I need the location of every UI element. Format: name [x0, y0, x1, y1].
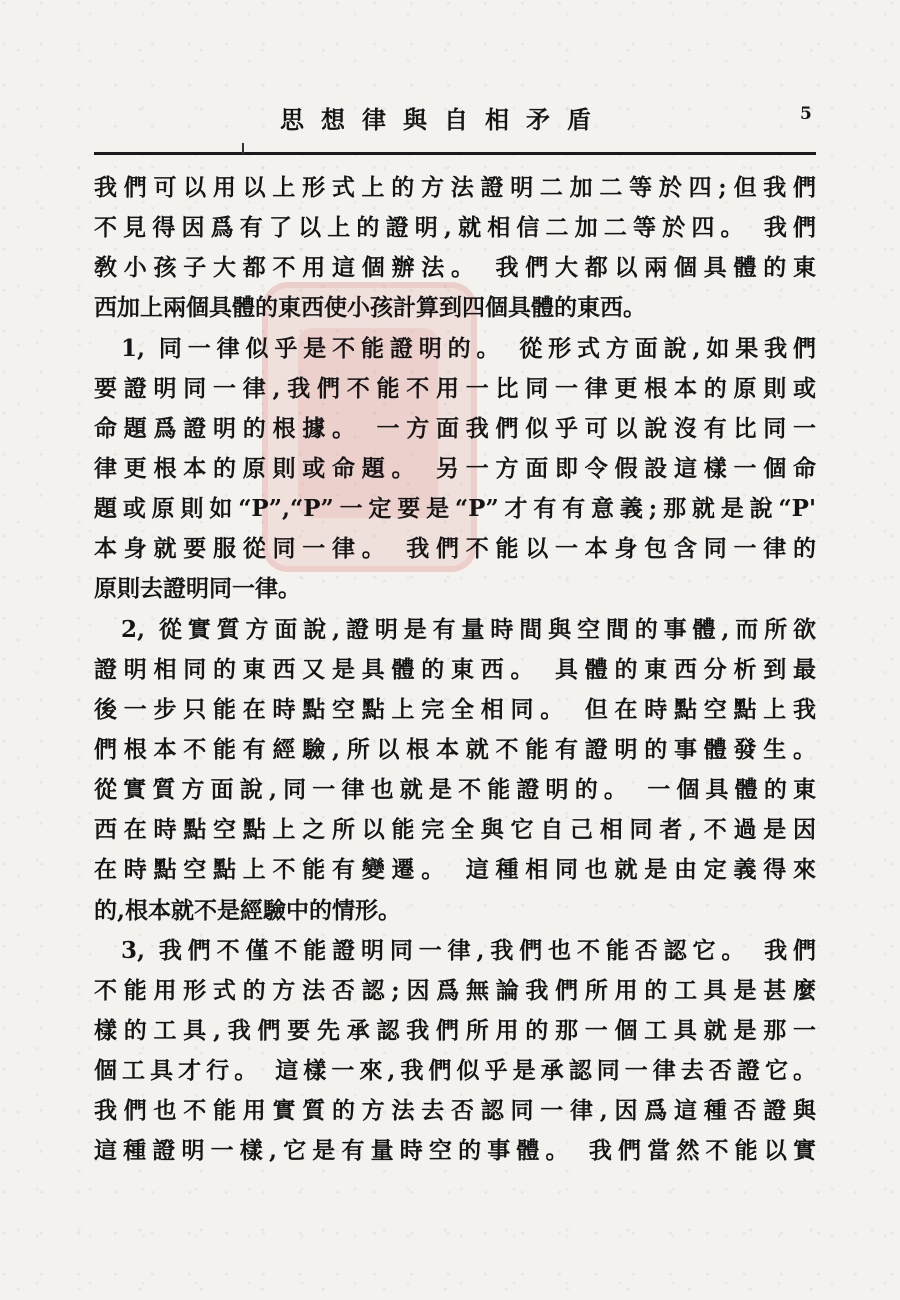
header-rule	[94, 152, 816, 155]
text-line: 2, 從實質方面說,證明是有量時間與空間的事體,而所欲	[121, 615, 816, 643]
text-line: 敎小孩子大都不用這個辦法。 我們大都以兩個具體的東	[94, 254, 816, 282]
text-line: 原則去證明同一律。	[94, 575, 301, 603]
text-line: 我們可以用以上形式上的方法證明二加二等於四;但我們	[94, 174, 816, 201]
text-line: 不能用形式的方法否認;因爲無論我們所用的工具是甚麼	[94, 976, 816, 1004]
text-line: 這種證明一樣,它是有量時空的事體。 我們當然不能以實	[94, 1137, 816, 1165]
text-line: 1, 同一律似乎是不能證明的。 從形式方面說,如果我們	[121, 334, 816, 362]
text-line: 題或原則如“P”,“P”一定要是“P”才有有意義;那就是說“P'	[94, 495, 816, 523]
text-line: 命題爲證明的根據。 一方面我們似乎可以說沒有比同一	[94, 414, 816, 442]
text-line: 本身就要服從同一律。 我們不能以一本身包含同一律的	[94, 535, 816, 563]
text-line: 證明相同的東西又是具體的東西。 具體的東西分析到最	[94, 655, 816, 683]
text-line: 們根本不能有經驗,所以根本就不能有證明的事體發生。	[94, 735, 816, 763]
text-line: 律更根本的原則或命題。 另一方面即令假設這樣一個命	[94, 454, 816, 482]
text-line: 我們也不能用實質的方法去否認同一律,因爲這種否證與	[94, 1097, 816, 1125]
text-line: 不見得因爲有了以上的證明,就相信二加二等於四。 我們	[94, 214, 816, 242]
text-line: 樣的工具,我們要先承認我們所用的那一個工具就是那一	[94, 1016, 816, 1044]
text-line: 的,根本就不是經驗中的情形。	[94, 896, 402, 924]
body-text	[94, 168, 816, 1172]
text-line: 後一步只能在時點空點上完全相同。 但在時點空點上我	[94, 695, 816, 723]
page-number: 5	[800, 104, 812, 124]
rule-tick-mark	[242, 143, 244, 154]
text-line: 要證明同一律,我們不能不用一比同一律更根本的原則或	[94, 374, 816, 402]
text-line: 個工具才行。 這樣一來,我們似乎是承認同一律去否證它。	[94, 1057, 816, 1085]
text-line: 在時點空點上不能有變遷。 這種相同也就是由定義得來	[94, 856, 816, 884]
running-header-title: 思想律與自相矛盾	[280, 105, 608, 134]
text-line: 從實質方面說,同一律也就是不能證明的。 一個具體的東	[94, 776, 816, 804]
text-line: 西在時點空點上之所以能完全與它自己相同者,不過是因	[94, 816, 816, 844]
text-line: 西加上兩個具體的東西使小孩計算到四個具體的東西。	[94, 294, 646, 322]
text-line: 3, 我們不僅不能證明同一律,我們也不能否認它。 我們	[121, 936, 816, 964]
